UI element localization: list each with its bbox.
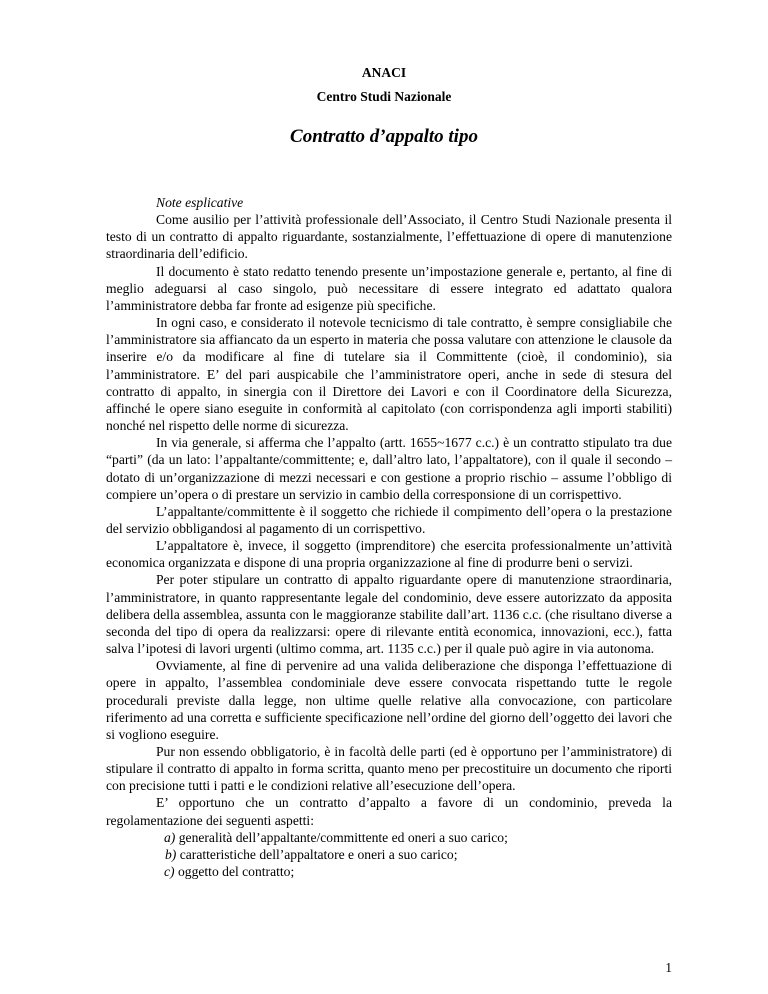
document-title: Contratto d’appalto tipo: [290, 126, 478, 147]
organization-department: Centro Studi Nazionale: [316, 89, 452, 104]
paragraph: L’appaltatore è, invece, il soggetto (imprenditore) che esercita professionalmente un’attività economica organizzata e dispone di una propria organizzazione al fine di produrre beni o servizi.: [106, 538, 672, 571]
organization-name: ANACI: [361, 65, 407, 80]
list-item-text: oggetto del contratto;: [177, 864, 295, 880]
list-item-letter: a): [164, 829, 176, 845]
paragraph: In via generale, si afferma che l’appalto (artt. 1655~1677 c.c.) è un contratto stipulato tra due “parti” (da un lato: l’appaltante/committente; e, dall’altro lato, l’appaltatore), con il quale il secondo – dotato di un’organizzazione di mezzi necessari e con gestione a proprio rischio – assume l’obbligo di compiere un’opera o di prestare un servizio in cambio della corresponsione di un corrispettivo.: [106, 435, 672, 502]
list-item-letter: b): [165, 846, 177, 862]
paragraph: Pur non essendo obbligatorio, è in facoltà delle parti (ed è opportuno per l’amministratore) di stipulare il contratto di appalto in forma scritta, quanto meno per precostituire un documento che riporti con precisione tutti i patti e le condizioni relative all’esecuzione dell’opera.: [106, 744, 672, 794]
list-item-text: caratteristiche dell’appaltatore e oneri a suo carico;: [179, 846, 458, 862]
section-heading: Note esplicative: [156, 195, 244, 210]
paragraph: In ogni caso, e considerato il notevole tecnicismo di tale contratto, è sempre consigliabile che l’amministratore sia affiancato da un esperto in materia che possa valutare con attenzione le clausole da inserire e/o da modificare al fine di tutelare sia il Committente (cioè, il condominio), sia l’amministratore. E’ del pari auspicabile che l’amministratore operi, anche in sede di stesura del contratto di appalto, in sinergia con il Direttore dei Lavori e con il Coordinatore della Sicurezza, affinché le opere siano eseguite in conformità al capitolato (con corrispondenza agli importi stabiliti) nonché nel rispetto delle norme di sicurezza.: [106, 315, 672, 434]
list-item: [164, 863, 672, 880]
list-item-text: generalità dell’appaltante/committente ed oneri a suo carico;: [178, 829, 508, 845]
paragraph: E’ opportuno che un contratto d’appalto a favore di un condominio, preveda la regolamentazione dei seguenti aspetti:: [106, 795, 672, 828]
paragraph: L’appaltante/committente è il soggetto che richiede il compimento dell’opera o la prestazione del servizio obbligandosi al pagamento di un corrispettivo.: [106, 503, 672, 536]
paragraph: Per poter stipulare un contratto di appalto riguardante opere di manutenzione straordinaria, l’amministratore, in quanto rappresentante legale del condominio, deve essere autorizzato da apposita delibera della assemblea, assunta con le maggioranze stabilite dall’art. 1136 c.c. (che risultano diverse a seconda del tipo di opera da realizzarsi: opere di rilevante entità economica, innovazioni, ecc.), fatta salva l’ipotesi di lavori urgenti (ultimo comma, art. 1135 c.c.) per il quale può agire in via autonoma.: [106, 572, 672, 657]
page-number: 1: [665, 960, 672, 975]
list-item-letter: c): [164, 864, 175, 880]
list-item: [164, 829, 672, 846]
paragraph: Come ausilio per l’attività professionale dell’Associato, il Centro Studi Nazionale presenta il testo di un contratto di appalto riguardante, sostanzialmente, l’effettuazione di opere di manutenzione straordinaria dell’edificio.: [106, 212, 672, 262]
paragraph: Il documento è stato redatto tenendo presente un’impostazione generale e, pertanto, al fine di meglio adeguarsi al caso singolo, può necessitare di essere integrato ed adattato qualora l’amministratore debba far fronte ad esigenze più specifiche.: [106, 263, 672, 313]
document-body: [106, 194, 672, 880]
document-header: [0, 64, 768, 149]
paragraph: Ovviamente, al fine di pervenire ad una valida deliberazione che disponga l’effettuazione di opere in appalto, l’assemblea condominiale deve essere convocata rispettando tutte le regole procedurali previste dalla legge, non ultime quelle relative alla convocazione, con particolare riferimento ad una corretta e sufficiente specificazione nell’ordine del giorno dell’oggetto dei lavori che si vogliono eseguire.: [106, 658, 672, 742]
list-item: [165, 846, 672, 863]
